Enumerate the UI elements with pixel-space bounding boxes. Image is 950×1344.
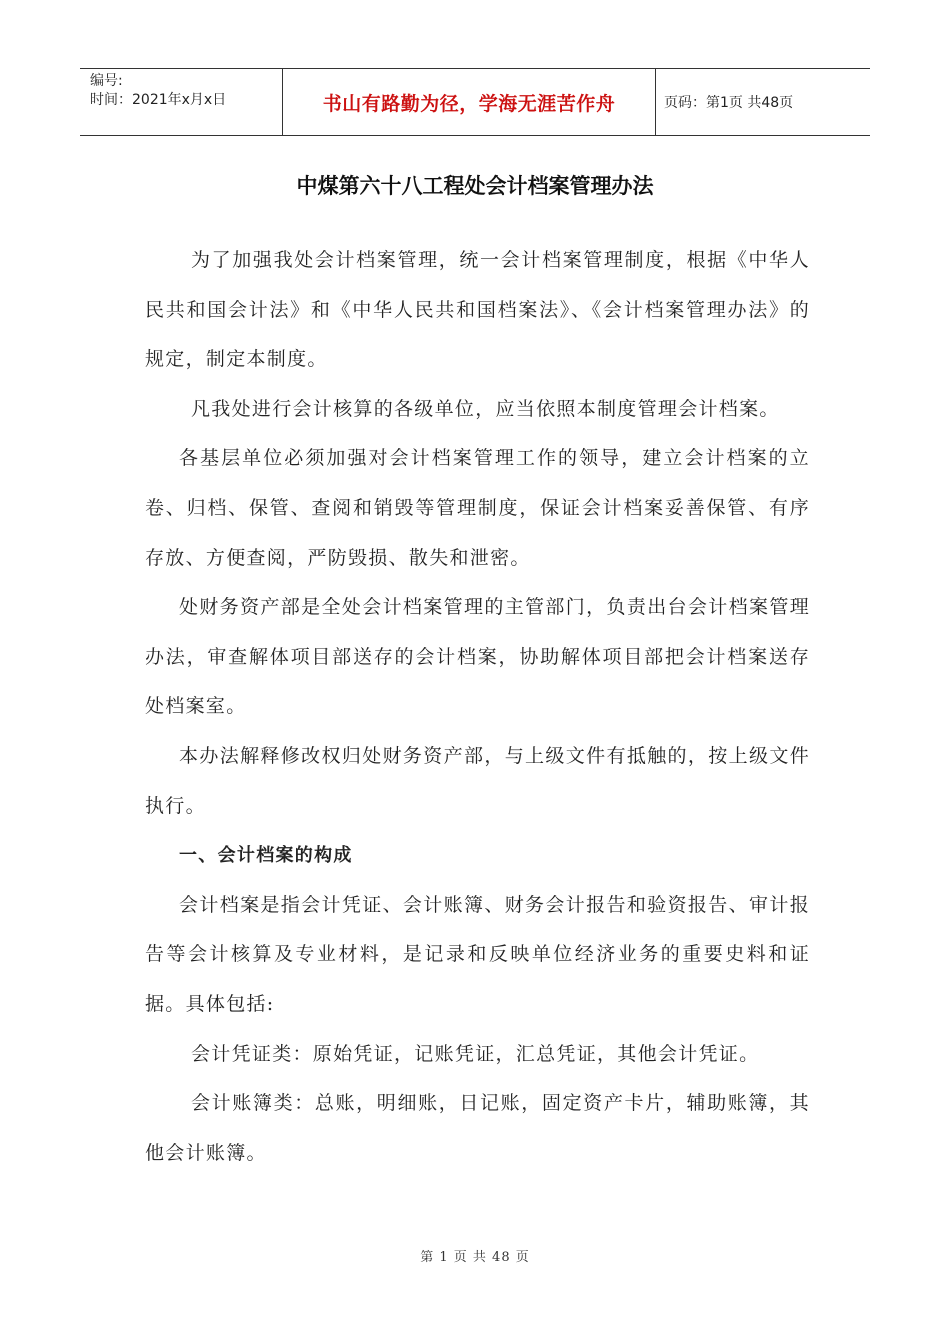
body-paragraph: 本办法解释修改权归处财务资产部，与上级文件有抵触的，按上级文件执行。	[145, 744, 810, 817]
body-paragraph: 会计凭证类：原始凭证，记账凭证，汇总凭证，其他会计凭证。	[191, 1042, 760, 1065]
section-heading: 一、会计档案的构成	[179, 845, 353, 867]
document-number-label: 编号:	[90, 73, 123, 89]
body-paragraph: 各基层单位必须加强对会计档案管理工作的领导，建立会计档案的立卷、归档、保管、查阅和销毁等管理制度，保证会计档案妥善保管、有序存放、方便查阅，严防毁损、散失和泄密。	[145, 447, 810, 569]
document-title: 中煤第六十八工程处会计档案管理办法	[296, 174, 654, 198]
header-meta-cell	[80, 69, 282, 135]
header-table	[80, 68, 870, 136]
document-date-label: 时间：2021年x月x日	[90, 92, 227, 108]
body-paragraph: 凡我处进行会计核算的各级单位，应当依照本制度管理会计档案。	[191, 397, 780, 420]
body-paragraph: 会计档案是指会计凭证、会计账簿、财务会计报告和验资报告、审计报告等会计核算及专业材料，是记录和反映单位经济业务的重要史料和证据。具体包括:	[145, 893, 810, 1015]
header-motto: 书山有路勤为径，学海无涯苦作舟	[282, 69, 656, 135]
body-paragraph: 会计账簿类：总账，明细账，日记账，固定资产卡片，辅助账簿，其他会计账簿。	[145, 1092, 810, 1164]
body-paragraph: 处财务资产部是全处会计档案管理的主管部门，负责出台会计档案管理办法，审查解体项目部送存的会计档案，协助解体项目部把会计档案送存处档案室。	[145, 596, 810, 718]
body-paragraph: 为了加强我处会计档案管理，统一会计档案管理制度，根据《中华人民共和国会计法》和《中华人民共和国档案法》、《会计档案管理办法》的规定，制定本制度。	[145, 249, 810, 371]
header-page-info: 页码：第1页 共48页	[664, 95, 794, 111]
page-footer: 第 1 页 共 48 页	[420, 1250, 530, 1265]
document-body	[145, 236, 810, 1178]
